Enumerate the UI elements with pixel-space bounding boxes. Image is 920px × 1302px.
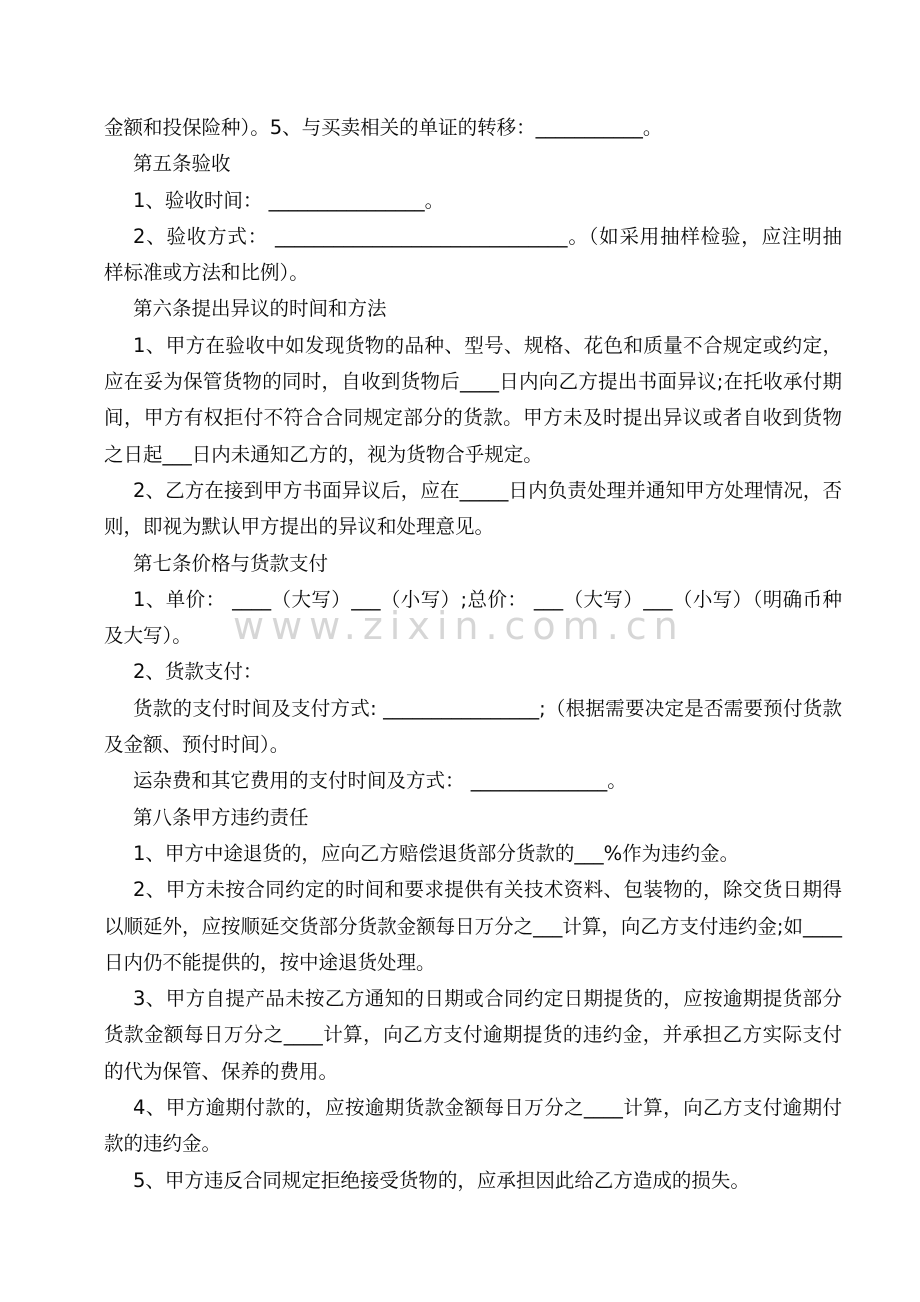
paragraph: 3、甲方自提产品未按乙方通知的日期或合同约定日期提货的，应按逾期提货部分货款金额每日万分之____计算，向乙方支付逾期提货的违约金，并承担乙方实际支付的代为保管、保养的费用。 bbox=[104, 987, 842, 1083]
document-body bbox=[104, 110, 842, 1199]
paragraph: 第八条甲方违约责任 bbox=[133, 805, 309, 829]
paragraph: 1、单价： ____（大写）___（小写）;总价： ___（大写）___（小写）（明确币种及大写）。 bbox=[104, 587, 842, 648]
paragraph: 5、甲方违反合同规定拒绝接受货物的，应承担因此给乙方造成的损失。 bbox=[133, 1168, 750, 1192]
paragraph: 第六条提出异议的时间和方法 bbox=[133, 297, 387, 321]
paragraph: 金额和投保险种）。5、与买卖相关的单证的转移：___________。 bbox=[104, 116, 663, 139]
paragraph: 1、甲方中途退货的，应向乙方赔偿退货部分货款的___%作为违约金。 bbox=[133, 841, 740, 865]
paragraph: 第七条价格与货款支付 bbox=[133, 551, 329, 575]
watermark: www.zixin.com.cn bbox=[233, 604, 685, 648]
paragraph: 2、货款支付： bbox=[133, 660, 263, 684]
paragraph: 4、甲方逾期付款的，应按逾期货款金额每日万分之____计算，向乙方支付逾期付款的违约金。 bbox=[104, 1096, 842, 1156]
paragraph: 2、甲方未按合同约定的时间和要求提供有关技术资料、包装物的，除交货日期得以顺延外，应按顺延交货部分货款金额每日万分之___计算，向乙方支付违约金;如____日内仍不能提供的，按中途退货处理。 bbox=[104, 878, 842, 974]
paragraph: 1、验收时间： ________________。 bbox=[133, 188, 445, 212]
paragraph: 货款的支付时间及支付方式: ________________;（根据需要决定是否需要预付货款及金额、预付时间）。 bbox=[104, 696, 842, 757]
paragraph: 1、甲方在验收中如发现货物的品种、型号、规格、花色和质量不合规定或约定，应在妥为保管货物的同时，自收到货物后____日内向乙方提出书面异议;在托收承付期间，甲方有权拒付不符合合同规定部分的货款。甲方未及时提出异议或者自收到货物之日起___日内未通知乙方的，视为货物合乎规定。 bbox=[104, 333, 842, 466]
paragraph: 第五条验收 bbox=[133, 152, 231, 176]
paragraph: 2、乙方在接到甲方书面异议后，应在_____日内负责处理并通知甲方处理情况，否则，即视为默认甲方提出的异议和处理意见。 bbox=[104, 478, 842, 539]
paragraph: 2、验收方式： ______________________________。（如采用抽样检验，应注明抽样标准或方法和比例）。 bbox=[104, 224, 842, 285]
paragraph: 运杂费和其它费用的支付时间及方式： ______________。 bbox=[133, 769, 627, 793]
